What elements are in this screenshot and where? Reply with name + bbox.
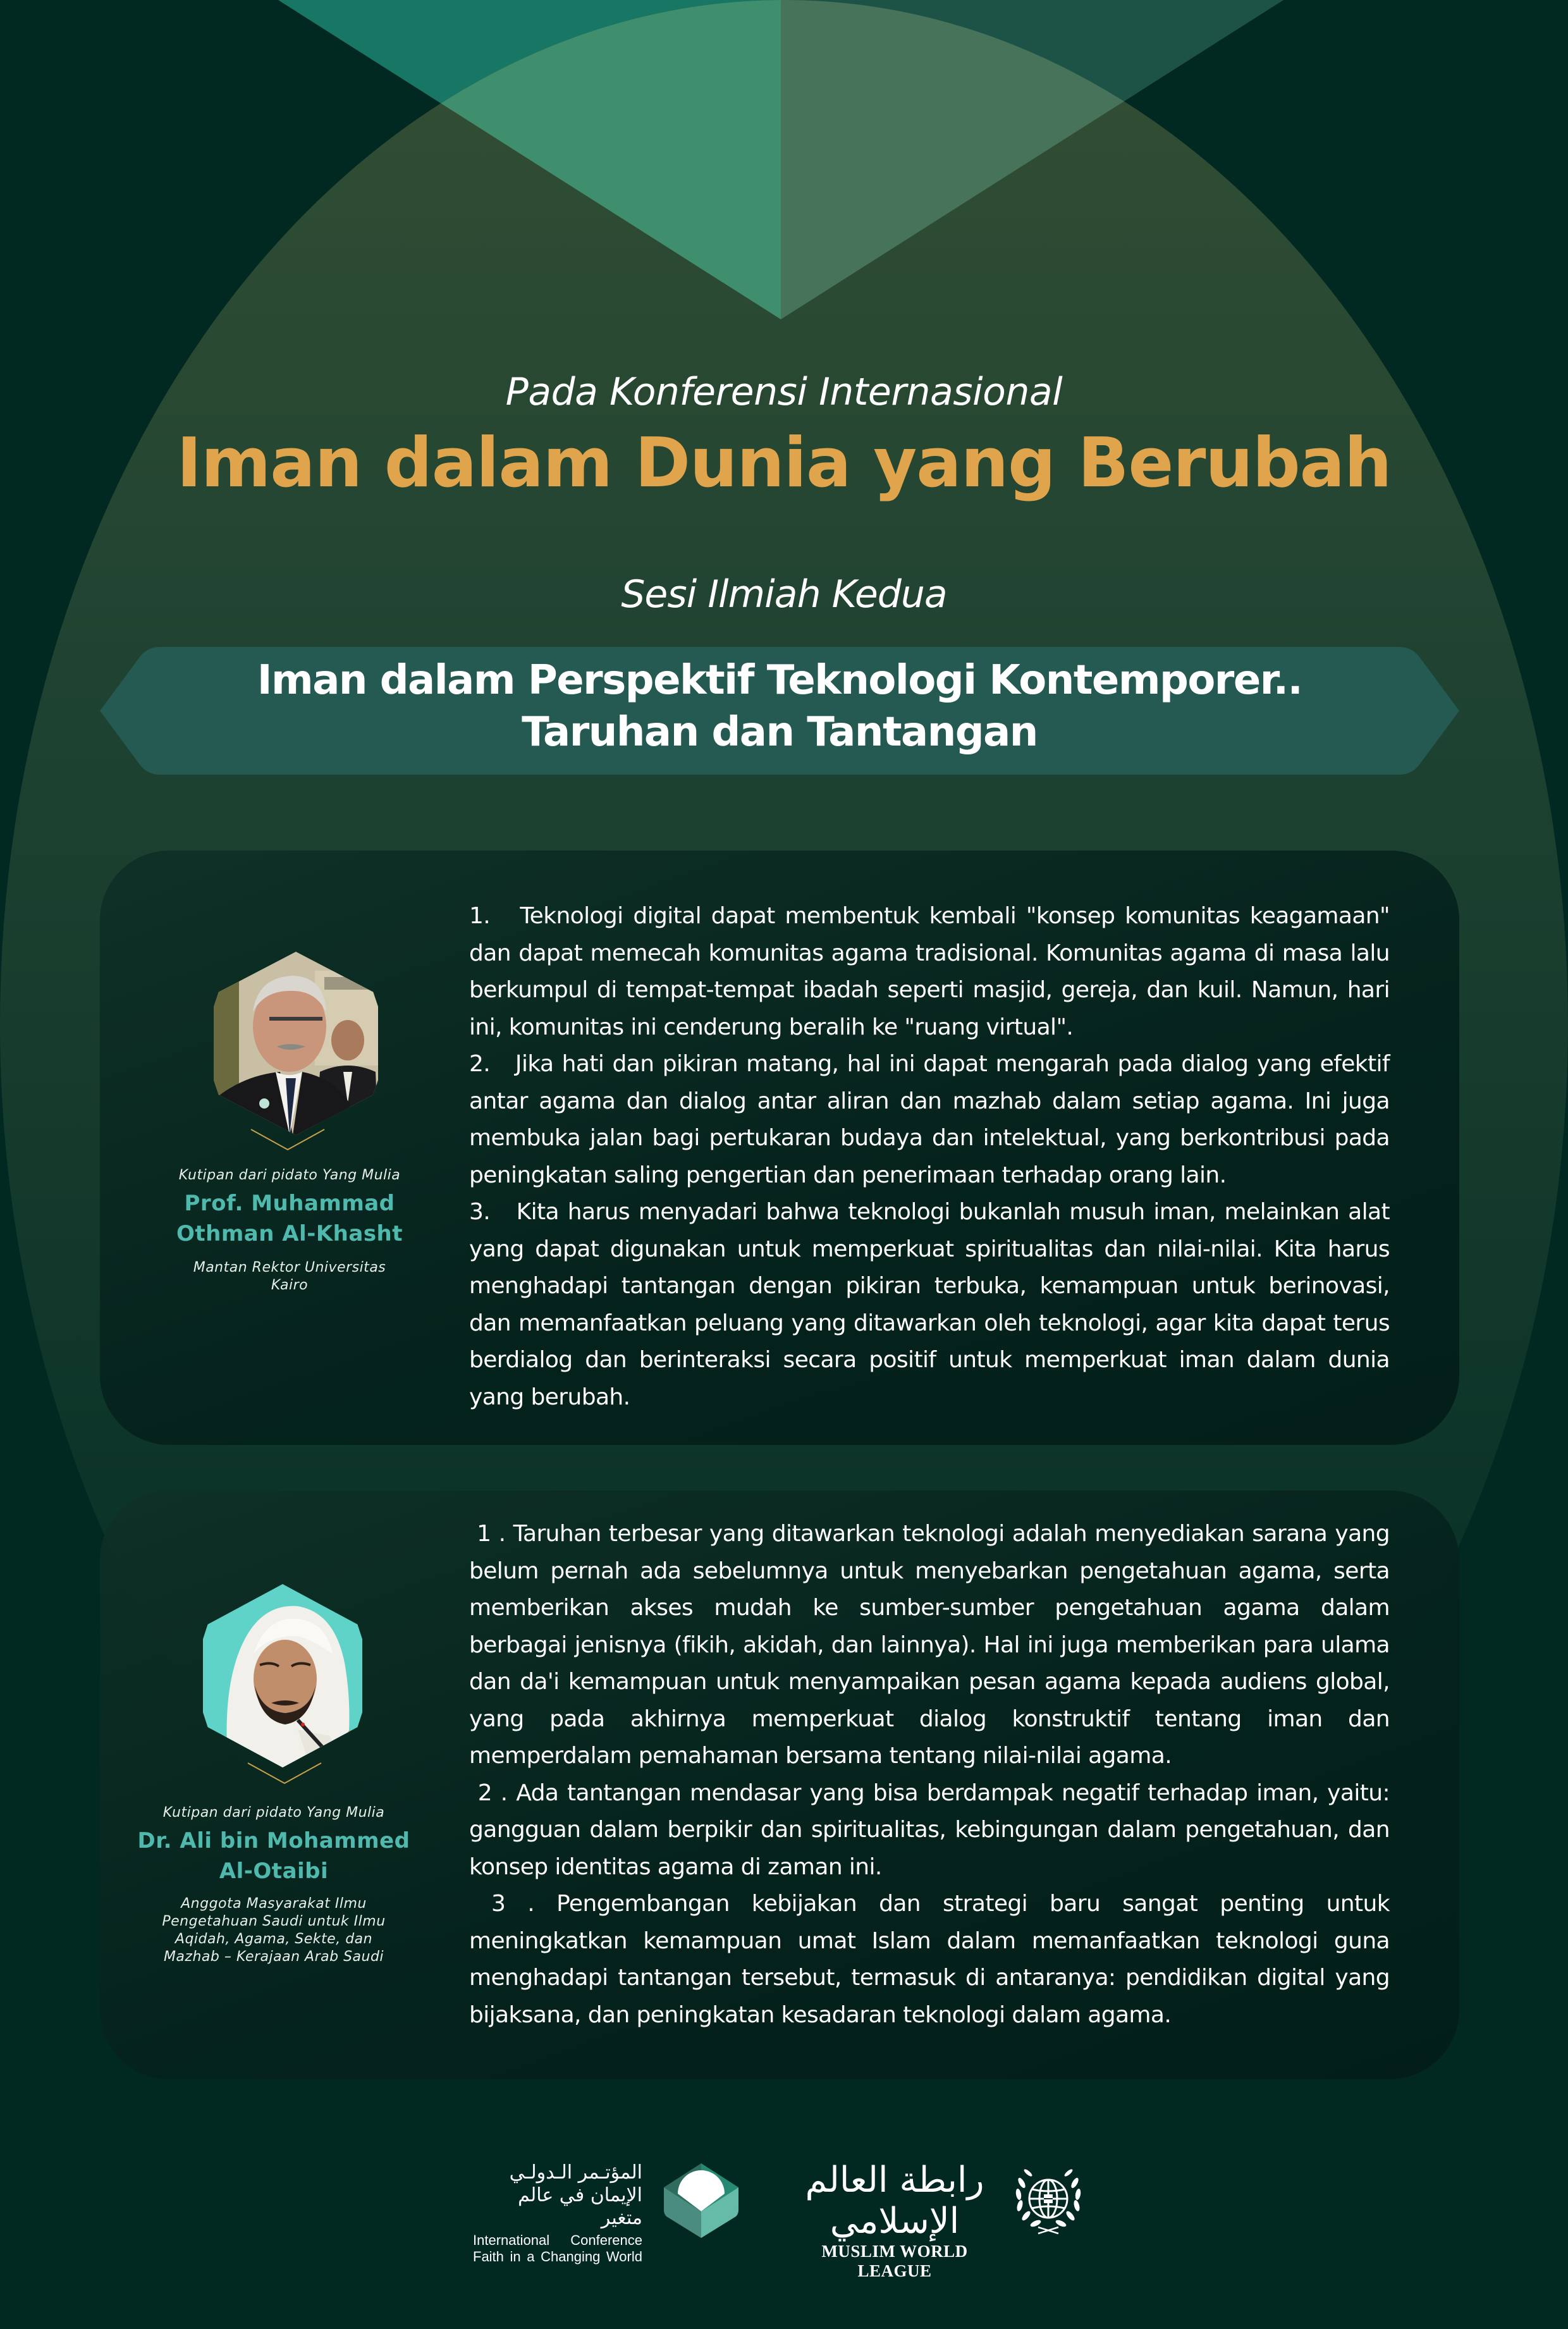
conference-logo-arabic <box>473 2161 642 2230</box>
speaker-1-info <box>144 1167 435 1294</box>
conference-logo-english-line1: International Conference <box>473 2232 642 2248</box>
gold-chevron-icon <box>250 1128 326 1151</box>
session-topic <box>100 654 1459 758</box>
speaker-2-photo <box>203 1584 362 1767</box>
speaker-1-points <box>469 898 1390 1416</box>
globe-laurel-icon <box>1013 2164 1084 2235</box>
speaker-name-line1: Prof. Muhammad <box>184 1191 395 1216</box>
quote-label: Kutipan dari pidato Yang Mulia <box>162 1805 385 1821</box>
speaker-portrait-1-icon <box>214 952 378 1135</box>
point-item: 2 . Ada tantangan mendasar yang bisa berdampak negatif terhadap iman, yaitu: gangguan dalam berpikir dan spiritualitas, kebingungan dalam pengetahuan, dan konsep identitas agama di zaman ini. <box>469 1779 1390 1880</box>
session-label: Sesi Ilmiah Kedua <box>621 572 947 617</box>
conference-subtitle: Pada Konferensi Internasional <box>505 370 1063 414</box>
speaker-role-line: Aqidah, Agama, Sekte, dan <box>175 1931 373 1947</box>
speaker-2-info <box>126 1805 421 1966</box>
speaker-portrait-2-icon <box>203 1584 362 1767</box>
conference-title: Iman dalam Dunia yang Berubah <box>176 424 1392 503</box>
speaker-name <box>126 1826 421 1886</box>
point-item: 1. Teknologi digital dapat membentuk kembali "konsep komunitas keagamaan" dan dapat memecah komunitas agama tradisional. Komunitas agama di masa lalu berkumpul di tempat-tempat ibadah seperti masjid, gereja, dan kuil. Namun, hari ini, komunitas ini cenderung beralih ke "ruang virtual". <box>469 903 1390 1040</box>
point-item: 1 . Taruhan terbesar yang ditawarkan teknologi adalah menyediakan sarana yang belum pernah ada sebelumnya untuk menyebarkan pengetahuan agama, serta memberikan akses mudah ke sumber-sumber pengetahuan agama dalam berbagai jenisnya (fikih, akidah, dan lainnya). Hal ini juga memberikan para ulama dan da'i kemampuan untuk menyampaikan pesan agama kepada audiens global, yang pada akhirnya memperkuat dialog konstruktif tentang iman dan memperdalam pemahaman bersama tentang nilai-nilai agama. <box>469 1521 1390 1769</box>
speaker-role <box>126 1895 421 1966</box>
point-item: 2. Jika hati dan pikiran matang, hal ini dapat mengarah pada dialog yang efektif antar agama dan dialog antar aliran dan mazhab dalam setiap agama. Ini juga membuka jalan bagi pertukaran budaya dan intelektual, yang berkontribusi pada peningkatan saling pengertian dan penerimaan terhadap orang lain. <box>469 1051 1390 1188</box>
point-item: 3 . Pengembangan kebijakan dan strategi baru sangat penting untuk meningkatkan kemampuan umat Islam dalam memanfaatkan teknologi guna menghadapi tantangan tersebut, termasuk di antaranya: pendidikan digital yang bijaksana, dan peningkatan kesadaran teknologi dalam agama. <box>469 1891 1390 2028</box>
conference-emblem-icon <box>661 2162 741 2239</box>
speaker-2-points <box>469 1516 1390 2034</box>
speaker-role-line: Mantan Rektor Universitas <box>193 1260 386 1275</box>
speaker-role-line: Pengetahuan Saudi untuk Ilmu <box>162 1914 386 1929</box>
mwl-logo-english: MUSLIM WORLD LEAGUE <box>821 2242 968 2280</box>
speaker-name <box>144 1188 435 1249</box>
gold-chevron-icon <box>247 1762 322 1785</box>
speaker-role <box>144 1259 435 1294</box>
session-topic-line2: Taruhan dan Tantangan <box>522 709 1038 756</box>
mwl-logo <box>790 2160 999 2281</box>
speaker-role-line: Kairo <box>271 1277 309 1293</box>
speaker-name-line2: Al-Otaibi <box>219 1859 329 1884</box>
speaker-role-line: Anggota Masyarakat Ilmu <box>181 1896 367 1912</box>
conference-logo-arabic-line2: الإيمان في عالم متغير <box>518 2184 642 2229</box>
conference-logo <box>473 2161 642 2265</box>
quote-label: Kutipan dari pidato Yang Mulia <box>178 1167 401 1183</box>
conference-logo-arabic-line1: المؤتـمر الـدولـي <box>509 2161 642 2184</box>
point-item: 3. Kita harus menyadari bahwa teknologi bukanlah musuh iman, melainkan alat yang dapat digunakan untuk memperkuat spiritualitas dan nilai-nilai. Kita harus menghadapi tantangan dengan pikiran terbuka, kemampuan untuk berinovasi, dan memanfaatkan peluang yang ditawarkan oleh teknologi, agar kita dapat terus berdialog dan berinteraksi secara positif untuk memperkuat iman dalam dunia yang berubah. <box>469 1199 1390 1410</box>
speaker-1-photo <box>214 952 378 1135</box>
session-topic-line1: Iman dalam Perspektif Teknologi Kontemporer.. <box>257 657 1302 704</box>
conference-logo-english-line2: Faith in a Changing World <box>473 2249 642 2264</box>
conference-logo-english <box>473 2232 642 2265</box>
speaker-name-line1: Dr. Ali bin Mohammed <box>137 1828 410 1853</box>
speaker-name-line2: Othman Al-Khasht <box>176 1221 403 1246</box>
mwl-logo-arabic: رابطة العالم الإسلامي <box>805 2160 984 2242</box>
speaker-role-line: Mazhab – Kerajaan Arab Saudi <box>163 1949 384 1965</box>
